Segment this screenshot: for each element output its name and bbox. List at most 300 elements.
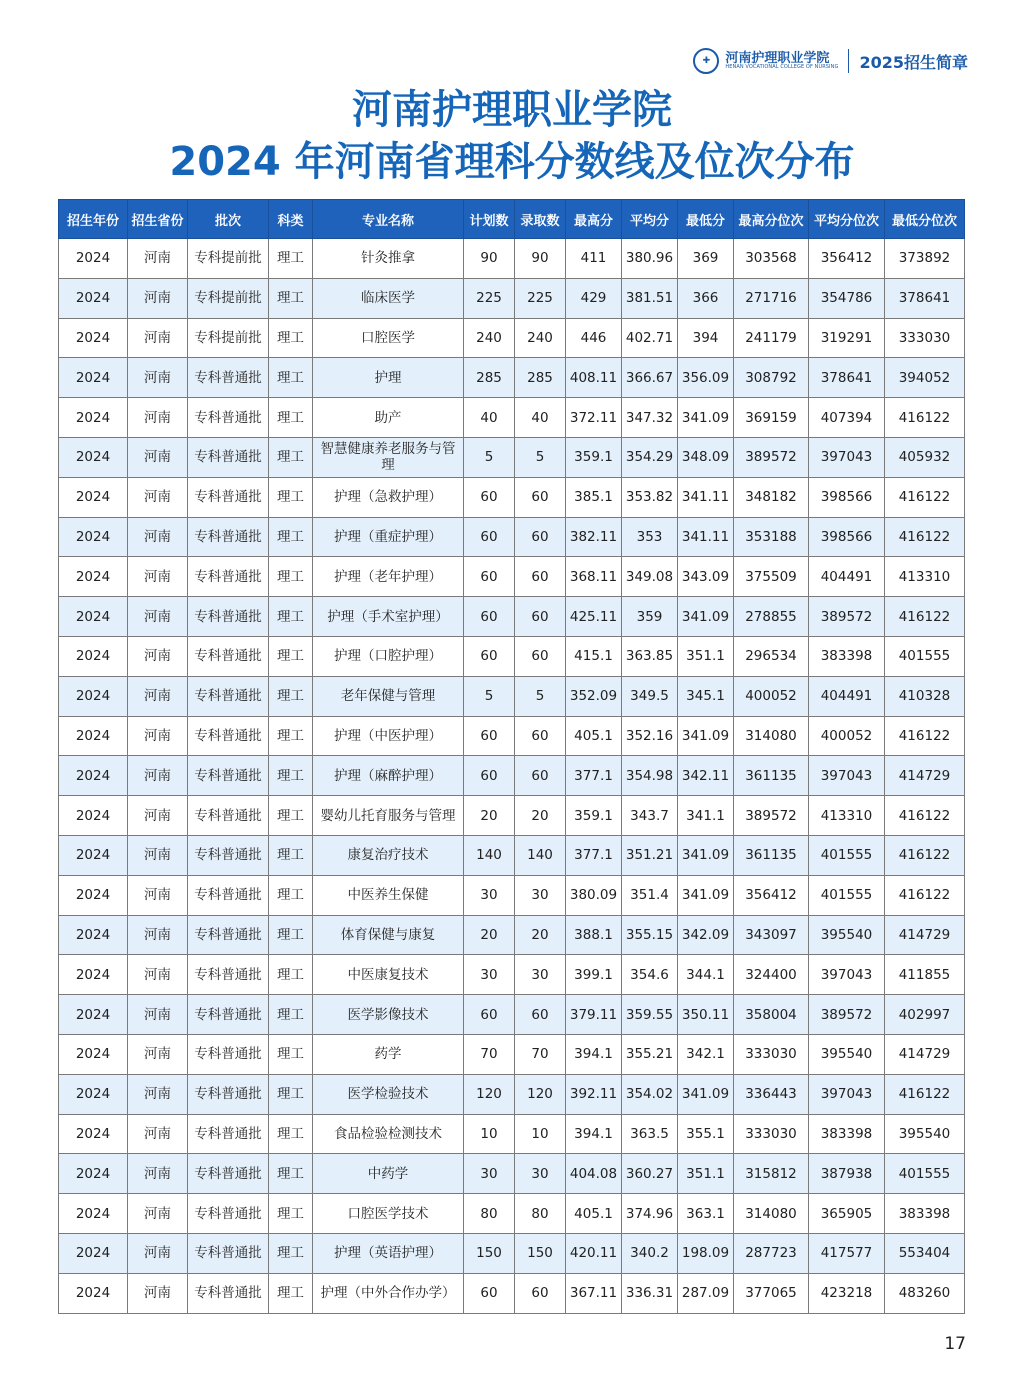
cell-avg-score: 355.21 bbox=[622, 1034, 678, 1074]
cell-max-score: 382.11 bbox=[566, 517, 622, 557]
column-header-admitted: 录取数 bbox=[515, 200, 566, 239]
column-header-major: 专业名称 bbox=[313, 200, 464, 239]
cell-min-rank: 414729 bbox=[885, 915, 965, 955]
cell-admitted: 60 bbox=[515, 1273, 566, 1313]
cell-admitted: 30 bbox=[515, 955, 566, 995]
column-header-max-rank: 最高分位次 bbox=[734, 200, 809, 239]
cell-max-score: 411 bbox=[566, 239, 622, 279]
table-row bbox=[59, 875, 965, 915]
cell-year: 2024 bbox=[59, 875, 128, 915]
cell-plan: 60 bbox=[464, 597, 515, 637]
cell-batch: 专科普通批 bbox=[188, 557, 269, 597]
cell-batch: 专科普通批 bbox=[188, 1233, 269, 1273]
cell-year: 2024 bbox=[59, 835, 128, 875]
cell-min-score: 394 bbox=[678, 318, 734, 358]
table-row bbox=[59, 955, 965, 995]
cell-major: 中医养生保健 bbox=[313, 875, 464, 915]
cell-max-rank: 400052 bbox=[734, 676, 809, 716]
cell-min-rank: 394052 bbox=[885, 358, 965, 398]
cell-category: 理工 bbox=[269, 1154, 313, 1194]
cell-admitted: 60 bbox=[515, 756, 566, 796]
table-row bbox=[59, 398, 965, 438]
cell-min-rank: 416122 bbox=[885, 796, 965, 836]
cell-batch: 专科普通批 bbox=[188, 995, 269, 1035]
cell-max-score: 394.1 bbox=[566, 1034, 622, 1074]
cell-max-rank: 375509 bbox=[734, 557, 809, 597]
cell-province: 河南 bbox=[128, 716, 188, 756]
cell-max-score: 368.11 bbox=[566, 557, 622, 597]
cell-province: 河南 bbox=[128, 1114, 188, 1154]
cell-avg-rank: 397043 bbox=[809, 955, 885, 995]
cell-avg-score: 349.08 bbox=[622, 557, 678, 597]
cell-min-score: 287.09 bbox=[678, 1273, 734, 1313]
table-row bbox=[59, 597, 965, 637]
cell-category: 理工 bbox=[269, 597, 313, 637]
logo-text bbox=[725, 52, 838, 71]
cell-max-rank: 308792 bbox=[734, 358, 809, 398]
cell-avg-score: 353 bbox=[622, 517, 678, 557]
table-row bbox=[59, 676, 965, 716]
cell-max-rank: 314080 bbox=[734, 1194, 809, 1234]
cell-admitted: 10 bbox=[515, 1114, 566, 1154]
cell-avg-score: 343.7 bbox=[622, 796, 678, 836]
cell-avg-rank: 389572 bbox=[809, 597, 885, 637]
cell-avg-score: 347.32 bbox=[622, 398, 678, 438]
cell-province: 河南 bbox=[128, 1034, 188, 1074]
table-row bbox=[59, 1114, 965, 1154]
cell-max-rank: 348182 bbox=[734, 477, 809, 517]
cell-major: 护理（重症护理） bbox=[313, 517, 464, 557]
cell-min-rank: 413310 bbox=[885, 557, 965, 597]
table-row bbox=[59, 437, 965, 477]
cell-admitted: 90 bbox=[515, 239, 566, 279]
page-number: 17 bbox=[944, 1334, 966, 1354]
score-table bbox=[58, 199, 965, 1314]
cell-batch: 专科普通批 bbox=[188, 597, 269, 637]
cell-province: 河南 bbox=[128, 1233, 188, 1273]
cell-batch: 专科普通批 bbox=[188, 1114, 269, 1154]
cell-max-score: 405.1 bbox=[566, 716, 622, 756]
cell-province: 河南 bbox=[128, 358, 188, 398]
cell-year: 2024 bbox=[59, 1154, 128, 1194]
cell-avg-rank: 417577 bbox=[809, 1233, 885, 1273]
cell-max-rank: 389572 bbox=[734, 796, 809, 836]
cell-batch: 专科普通批 bbox=[188, 398, 269, 438]
table-row bbox=[59, 1034, 965, 1074]
cell-plan: 60 bbox=[464, 1273, 515, 1313]
cell-plan: 20 bbox=[464, 796, 515, 836]
cell-max-rank: 241179 bbox=[734, 318, 809, 358]
cell-avg-score: 354.6 bbox=[622, 955, 678, 995]
column-header-batch: 批次 bbox=[188, 200, 269, 239]
cell-min-score: 341.09 bbox=[678, 398, 734, 438]
cell-batch: 专科普通批 bbox=[188, 955, 269, 995]
title-subtitle: 2024 年河南省理科分数线及位次分布 bbox=[169, 139, 855, 185]
column-header-year: 招生年份 bbox=[59, 200, 128, 239]
cell-max-score: 446 bbox=[566, 318, 622, 358]
cell-avg-rank: 404491 bbox=[809, 557, 885, 597]
page-header bbox=[693, 48, 968, 74]
cell-admitted: 80 bbox=[515, 1194, 566, 1234]
cell-major: 药学 bbox=[313, 1034, 464, 1074]
cell-year: 2024 bbox=[59, 796, 128, 836]
cell-min-rank: 483260 bbox=[885, 1273, 965, 1313]
cell-year: 2024 bbox=[59, 477, 128, 517]
cell-category: 理工 bbox=[269, 1273, 313, 1313]
cell-category: 理工 bbox=[269, 557, 313, 597]
cell-plan: 90 bbox=[464, 239, 515, 279]
cell-major: 中医康复技术 bbox=[313, 955, 464, 995]
cell-min-rank: 410328 bbox=[885, 676, 965, 716]
cell-avg-score: 354.02 bbox=[622, 1074, 678, 1114]
cell-year: 2024 bbox=[59, 358, 128, 398]
cell-batch: 专科普通批 bbox=[188, 437, 269, 477]
cell-plan: 20 bbox=[464, 915, 515, 955]
cell-avg-rank: 378641 bbox=[809, 358, 885, 398]
table-row bbox=[59, 1273, 965, 1313]
cell-category: 理工 bbox=[269, 1194, 313, 1234]
cell-batch: 专科普通批 bbox=[188, 796, 269, 836]
cell-category: 理工 bbox=[269, 796, 313, 836]
cell-min-rank: 401555 bbox=[885, 1154, 965, 1194]
cell-max-score: 425.11 bbox=[566, 597, 622, 637]
cell-province: 河南 bbox=[128, 1154, 188, 1194]
cell-plan: 40 bbox=[464, 398, 515, 438]
cell-year: 2024 bbox=[59, 398, 128, 438]
cell-year: 2024 bbox=[59, 995, 128, 1035]
column-header-avg-rank: 平均分位次 bbox=[809, 200, 885, 239]
cell-admitted: 5 bbox=[515, 437, 566, 477]
table-row bbox=[59, 796, 965, 836]
cell-province: 河南 bbox=[128, 835, 188, 875]
cell-max-rank: 361135 bbox=[734, 756, 809, 796]
table-row bbox=[59, 1194, 965, 1234]
cell-min-score: 342.09 bbox=[678, 915, 734, 955]
cell-province: 河南 bbox=[128, 955, 188, 995]
table-row bbox=[59, 358, 965, 398]
cell-min-rank: 416122 bbox=[885, 835, 965, 875]
cell-max-rank: 361135 bbox=[734, 835, 809, 875]
table-row bbox=[59, 1154, 965, 1194]
cell-avg-rank: 319291 bbox=[809, 318, 885, 358]
cell-year: 2024 bbox=[59, 1273, 128, 1313]
cell-plan: 60 bbox=[464, 636, 515, 676]
cell-max-rank: 296534 bbox=[734, 636, 809, 676]
cell-major: 护理（手术室护理） bbox=[313, 597, 464, 637]
cell-plan: 150 bbox=[464, 1233, 515, 1273]
cell-admitted: 285 bbox=[515, 358, 566, 398]
cell-major: 口腔医学技术 bbox=[313, 1194, 464, 1234]
cell-plan: 225 bbox=[464, 278, 515, 318]
cell-admitted: 5 bbox=[515, 676, 566, 716]
cell-avg-score: 351.21 bbox=[622, 835, 678, 875]
cell-category: 理工 bbox=[269, 437, 313, 477]
cell-batch: 专科普通批 bbox=[188, 477, 269, 517]
cell-year: 2024 bbox=[59, 955, 128, 995]
cell-batch: 专科普通批 bbox=[188, 1034, 269, 1074]
cell-category: 理工 bbox=[269, 358, 313, 398]
cell-min-rank: 416122 bbox=[885, 716, 965, 756]
cell-max-rank: 271716 bbox=[734, 278, 809, 318]
cell-year: 2024 bbox=[59, 517, 128, 557]
cell-batch: 专科普通批 bbox=[188, 1154, 269, 1194]
cell-category: 理工 bbox=[269, 1114, 313, 1154]
cell-max-rank: 369159 bbox=[734, 398, 809, 438]
cell-province: 河南 bbox=[128, 517, 188, 557]
cell-year: 2024 bbox=[59, 278, 128, 318]
cell-avg-rank: 365905 bbox=[809, 1194, 885, 1234]
cell-max-score: 352.09 bbox=[566, 676, 622, 716]
cell-avg-rank: 356412 bbox=[809, 239, 885, 279]
logo-name-cn: 河南护理职业学院 bbox=[725, 50, 830, 66]
cell-min-score: 341.09 bbox=[678, 875, 734, 915]
cell-min-score: 341.11 bbox=[678, 477, 734, 517]
cell-avg-score: 363.85 bbox=[622, 636, 678, 676]
cell-min-score: 348.09 bbox=[678, 437, 734, 477]
cell-avg-rank: 407394 bbox=[809, 398, 885, 438]
college-seal-icon: ✚ bbox=[693, 48, 719, 74]
cell-major: 临床医学 bbox=[313, 278, 464, 318]
cell-min-rank: 411855 bbox=[885, 955, 965, 995]
cell-province: 河南 bbox=[128, 756, 188, 796]
cell-avg-score: 381.51 bbox=[622, 278, 678, 318]
cell-province: 河南 bbox=[128, 239, 188, 279]
cell-avg-score: 359 bbox=[622, 597, 678, 637]
cell-major: 智慧健康养老服务与管理 bbox=[313, 437, 464, 477]
cell-province: 河南 bbox=[128, 557, 188, 597]
cell-min-score: 341.09 bbox=[678, 716, 734, 756]
cell-min-score: 341.09 bbox=[678, 835, 734, 875]
cell-admitted: 120 bbox=[515, 1074, 566, 1114]
cell-admitted: 140 bbox=[515, 835, 566, 875]
cell-major: 护理 bbox=[313, 358, 464, 398]
cell-avg-score: 353.82 bbox=[622, 477, 678, 517]
cell-category: 理工 bbox=[269, 875, 313, 915]
cell-min-score: 341.09 bbox=[678, 597, 734, 637]
cell-batch: 专科普通批 bbox=[188, 835, 269, 875]
table-row bbox=[59, 557, 965, 597]
cell-min-score: 369 bbox=[678, 239, 734, 279]
cell-avg-score: 336.31 bbox=[622, 1273, 678, 1313]
cell-max-score: 385.1 bbox=[566, 477, 622, 517]
table-row bbox=[59, 239, 965, 279]
cell-min-rank: 553404 bbox=[885, 1233, 965, 1273]
cell-batch: 专科普通批 bbox=[188, 1194, 269, 1234]
cell-major: 体育保健与康复 bbox=[313, 915, 464, 955]
cell-plan: 30 bbox=[464, 955, 515, 995]
cell-batch: 专科提前批 bbox=[188, 239, 269, 279]
cell-province: 河南 bbox=[128, 597, 188, 637]
cell-min-rank: 395540 bbox=[885, 1114, 965, 1154]
cell-major: 护理（中医护理） bbox=[313, 716, 464, 756]
cell-min-rank: 383398 bbox=[885, 1194, 965, 1234]
cell-avg-rank: 383398 bbox=[809, 636, 885, 676]
cell-avg-rank: 404491 bbox=[809, 676, 885, 716]
cell-max-score: 377.1 bbox=[566, 835, 622, 875]
cell-year: 2024 bbox=[59, 1114, 128, 1154]
table-row bbox=[59, 716, 965, 756]
cell-max-rank: 333030 bbox=[734, 1114, 809, 1154]
cell-plan: 30 bbox=[464, 1154, 515, 1194]
cell-max-score: 404.08 bbox=[566, 1154, 622, 1194]
cell-admitted: 60 bbox=[515, 995, 566, 1035]
cell-admitted: 150 bbox=[515, 1233, 566, 1273]
cell-min-score: 363.1 bbox=[678, 1194, 734, 1234]
cell-plan: 140 bbox=[464, 835, 515, 875]
cell-admitted: 60 bbox=[515, 557, 566, 597]
cell-category: 理工 bbox=[269, 1034, 313, 1074]
table-row bbox=[59, 1074, 965, 1114]
cell-province: 河南 bbox=[128, 437, 188, 477]
page-title bbox=[0, 84, 1024, 188]
cell-major: 护理（老年护理） bbox=[313, 557, 464, 597]
cell-province: 河南 bbox=[128, 676, 188, 716]
cell-year: 2024 bbox=[59, 318, 128, 358]
cell-plan: 240 bbox=[464, 318, 515, 358]
cell-category: 理工 bbox=[269, 398, 313, 438]
column-header-min-rank: 最低分位次 bbox=[885, 200, 965, 239]
cell-min-score: 350.11 bbox=[678, 995, 734, 1035]
cell-min-score: 341.09 bbox=[678, 1074, 734, 1114]
cell-year: 2024 bbox=[59, 557, 128, 597]
cell-major: 婴幼儿托育服务与管理 bbox=[313, 796, 464, 836]
cell-year: 2024 bbox=[59, 716, 128, 756]
cell-admitted: 30 bbox=[515, 1154, 566, 1194]
cell-avg-score: 402.71 bbox=[622, 318, 678, 358]
cell-year: 2024 bbox=[59, 437, 128, 477]
cell-admitted: 40 bbox=[515, 398, 566, 438]
cell-min-rank: 401555 bbox=[885, 636, 965, 676]
cell-plan: 60 bbox=[464, 756, 515, 796]
cell-avg-rank: 398566 bbox=[809, 477, 885, 517]
cell-batch: 专科提前批 bbox=[188, 278, 269, 318]
cell-max-rank: 287723 bbox=[734, 1233, 809, 1273]
cell-province: 河南 bbox=[128, 636, 188, 676]
cell-min-score: 344.1 bbox=[678, 955, 734, 995]
cell-province: 河南 bbox=[128, 875, 188, 915]
cell-batch: 专科普通批 bbox=[188, 756, 269, 796]
logo-name-en: HENAN VOCATIONAL COLLEGE OF NURSING bbox=[725, 64, 839, 71]
cell-major: 口腔医学 bbox=[313, 318, 464, 358]
cell-min-score: 366 bbox=[678, 278, 734, 318]
cell-min-score: 341.11 bbox=[678, 517, 734, 557]
cell-min-rank: 378641 bbox=[885, 278, 965, 318]
cell-avg-score: 349.5 bbox=[622, 676, 678, 716]
cell-province: 河南 bbox=[128, 1194, 188, 1234]
cell-avg-score: 380.96 bbox=[622, 239, 678, 279]
cell-category: 理工 bbox=[269, 915, 313, 955]
cell-admitted: 60 bbox=[515, 517, 566, 557]
cell-plan: 60 bbox=[464, 995, 515, 1035]
cell-avg-rank: 400052 bbox=[809, 716, 885, 756]
cell-max-score: 367.11 bbox=[566, 1273, 622, 1313]
cell-max-rank: 336443 bbox=[734, 1074, 809, 1114]
cell-category: 理工 bbox=[269, 756, 313, 796]
cell-major: 医学检验技术 bbox=[313, 1074, 464, 1114]
cell-min-score: 342.11 bbox=[678, 756, 734, 796]
cell-batch: 专科普通批 bbox=[188, 358, 269, 398]
cell-category: 理工 bbox=[269, 1233, 313, 1273]
cell-max-rank: 343097 bbox=[734, 915, 809, 955]
cell-admitted: 20 bbox=[515, 796, 566, 836]
cell-min-rank: 416122 bbox=[885, 597, 965, 637]
table-row bbox=[59, 995, 965, 1035]
cell-max-rank: 389572 bbox=[734, 437, 809, 477]
table-row bbox=[59, 756, 965, 796]
cell-min-rank: 416122 bbox=[885, 517, 965, 557]
cell-plan: 80 bbox=[464, 1194, 515, 1234]
cell-max-rank: 315812 bbox=[734, 1154, 809, 1194]
cell-min-score: 355.1 bbox=[678, 1114, 734, 1154]
cell-avg-rank: 397043 bbox=[809, 756, 885, 796]
cell-admitted: 60 bbox=[515, 597, 566, 637]
cell-batch: 专科普通批 bbox=[188, 636, 269, 676]
column-header-min-score: 最低分 bbox=[678, 200, 734, 239]
cell-admitted: 60 bbox=[515, 716, 566, 756]
cell-avg-rank: 401555 bbox=[809, 875, 885, 915]
cell-year: 2024 bbox=[59, 915, 128, 955]
cell-min-score: 198.09 bbox=[678, 1233, 734, 1273]
cell-max-rank: 377065 bbox=[734, 1273, 809, 1313]
table-row bbox=[59, 318, 965, 358]
cell-plan: 10 bbox=[464, 1114, 515, 1154]
cell-max-rank: 278855 bbox=[734, 597, 809, 637]
cell-avg-score: 359.55 bbox=[622, 995, 678, 1035]
cell-plan: 60 bbox=[464, 477, 515, 517]
cell-avg-rank: 383398 bbox=[809, 1114, 885, 1154]
cell-avg-score: 352.16 bbox=[622, 716, 678, 756]
cell-avg-score: 374.96 bbox=[622, 1194, 678, 1234]
cell-plan: 60 bbox=[464, 557, 515, 597]
cell-max-score: 429 bbox=[566, 278, 622, 318]
table-row bbox=[59, 278, 965, 318]
cell-year: 2024 bbox=[59, 1034, 128, 1074]
cell-min-score: 341.1 bbox=[678, 796, 734, 836]
cell-admitted: 70 bbox=[515, 1034, 566, 1074]
table-row bbox=[59, 1233, 965, 1273]
cell-batch: 专科普通批 bbox=[188, 517, 269, 557]
cell-max-score: 377.1 bbox=[566, 756, 622, 796]
cell-admitted: 225 bbox=[515, 278, 566, 318]
cell-avg-score: 351.4 bbox=[622, 875, 678, 915]
cell-admitted: 60 bbox=[515, 477, 566, 517]
cell-plan: 5 bbox=[464, 437, 515, 477]
table-row bbox=[59, 915, 965, 955]
cell-year: 2024 bbox=[59, 1074, 128, 1114]
cell-year: 2024 bbox=[59, 636, 128, 676]
cell-year: 2024 bbox=[59, 676, 128, 716]
cell-max-score: 408.11 bbox=[566, 358, 622, 398]
cell-province: 河南 bbox=[128, 278, 188, 318]
cell-major: 医学影像技术 bbox=[313, 995, 464, 1035]
brochure-title: 2025招生简章 bbox=[859, 52, 968, 72]
cell-min-rank: 416122 bbox=[885, 1074, 965, 1114]
cell-category: 理工 bbox=[269, 477, 313, 517]
cell-province: 河南 bbox=[128, 1074, 188, 1114]
cell-min-score: 351.1 bbox=[678, 1154, 734, 1194]
cell-avg-rank: 398566 bbox=[809, 517, 885, 557]
cell-province: 河南 bbox=[128, 915, 188, 955]
table-header-row bbox=[59, 200, 965, 239]
cell-min-score: 356.09 bbox=[678, 358, 734, 398]
cell-max-score: 415.1 bbox=[566, 636, 622, 676]
column-header-province: 招生省份 bbox=[128, 200, 188, 239]
cell-max-rank: 358004 bbox=[734, 995, 809, 1035]
cell-min-rank: 405932 bbox=[885, 437, 965, 477]
cell-major: 助产 bbox=[313, 398, 464, 438]
cell-plan: 285 bbox=[464, 358, 515, 398]
cell-max-score: 392.11 bbox=[566, 1074, 622, 1114]
